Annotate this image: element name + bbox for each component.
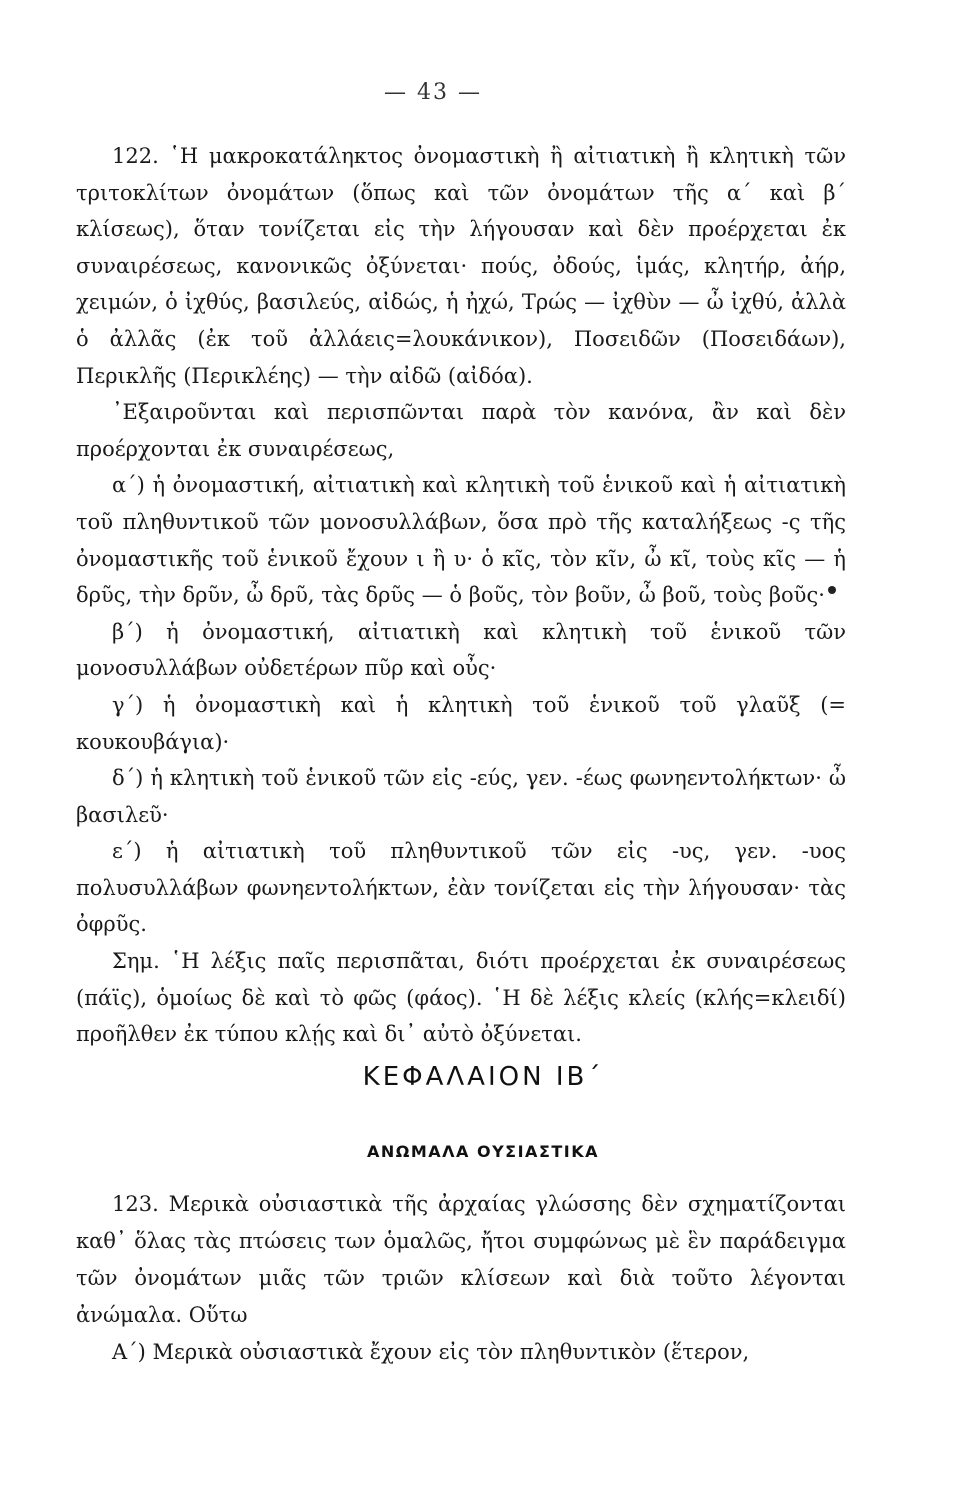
paragraph-122: 122. ῾Η μακροκατάληκτος ὀνομαστικὴ ἢ αἰτιατικὴ ἢ κλητικὴ τῶν τριτοκλίτων ὀνομάτων (ὅπως καὶ τῶν ὀνομάτων τῆς α΄ καὶ β΄ κλίσεως), ὅταν τονίζεται εἰς τὴν λήγουσαν καὶ δὲν προέρχεται ἐκ συναιρέσεως, κανονικῶς ὀξύνεται· πούς, ὀδούς, ἱμάς, κλητήρ, ἀήρ, χειμών, ὁ ἰχθύς, βασιλεύς, αἰδώς, ἡ ἠχώ, Τρώς — ἰχθὺν — ὦ ἰχθύ, ἀλλὰ ὁ ἀλλᾶς (ἐκ τοῦ ἀλλάεις=λουκάνικον), Ποσειδῶν (Ποσειδάων), Περικλῆς (Περικλέης) — τὴν αἰδῶ (αἰδόα). [76,144,846,388]
paragraph-exceptions: ᾿Εξαιροῦνται καὶ περισπῶνται παρὰ τὸν κανόνα, ἂν καὶ δὲν προέρχονται ἐκ συναιρέσεως, [76,400,846,461]
paragraph-123-a: Α΄) Μερικὰ οὐσιαστικὰ ἔχουν εἰς τὸν πληθυντικὸν (ἕτερον, [112,1340,750,1364]
paragraph-123: 123. Μερικὰ οὐσιαστικὰ τῆς ἀρχαίας γλώσσης δὲν σχηματίζονται καθ᾿ ὅλας τὰς πτώσεις των ὁμαλῶς, ἤτοι συμφώνως μὲ ἓν παράδειγμα τῶν ὀνομάτων μιᾶς τῶν τριῶν κλίσεων καὶ διὰ τοῦτο λέγονται ἀνώμαλα. Οὕτω [76,1192,846,1327]
ink-dot-mark [828,586,836,594]
paragraph-rule-e: ε΄) ἡ αἰτιατικὴ τοῦ πληθυντικοῦ τῶν εἰς -υς, γεν. -υος πολυσυλλάβων φωνηεντολήκτων, ἐὰν τονίζεται εἰς τὴν λήγουσαν· τὰς ὀφρῦς. [76,839,846,937]
paragraph-rule-d: δ΄) ἡ κλητικὴ τοῦ ἑνικοῦ τῶν εἰς -εύς, γεν. -έως φωνηεντολήκτων· ὦ βασιλεῦ· [76,766,846,827]
section-123-text [76,1186,846,1371]
page-number: — 43 — [384,80,482,105]
paragraph-rule-a: α΄) ἡ ὀνομαστική, αἰτιατικὴ καὶ κλητικὴ τοῦ ἑνικοῦ καὶ ἡ αἰτιατικὴ τοῦ πληθυντικοῦ τῶν μονοσυλλάβων, ὅσα πρὸ τῆς καταλήξεως -ς τῆς ὀνομαστικῆς τοῦ ἑνικοῦ ἔχουν ι ἢ υ· ὁ κῖς, τὸν κῖν, ὦ κῖ, τοὺς κῖς — ἡ δρῦς, τὴν δρῦν, ὦ δρῦ, τὰς δρῦς — ὁ βοῦς, τὸν βοῦν, ὦ βοῦ, τοὺς βοῦς· [76,473,846,608]
paragraph-rule-g: γ΄) ἡ ὀνομαστικὴ καὶ ἡ κλητικὴ τοῦ ἑνικοῦ τοῦ γλαῦξ (= κουκουβάγια)· [76,692,846,754]
paragraph-note: Σημ. ῾Η λέξις παῖς περισπᾶται, διότι προέρχεται ἐκ συναιρέσεως (πάϊς), ὁμοίως δὲ καὶ τὸ φῶς (φάος). ῾Η δὲ λέξις κλείς (κλής=κλειδί) προῆλθεν ἐκ τύπου κλῄς καὶ δι᾿ αὐτὸ ὀξύνεται. [76,949,846,1047]
paragraph-rule-b: β΄) ἡ ὀνομαστική, αἰτιατικὴ καὶ κλητικὴ τοῦ ἑνικοῦ τῶν μονοσυλλάβων οὐδετέρων πῦρ καὶ οὖς· [76,619,846,681]
chapter-subtitle: ΑΝΩΜΑΛΑ ΟΥΣΙΑΣΤΙΚΑ [366,1142,600,1161]
chapter-title: ΚΕΦΑΛΑΙΟΝ ΙΒ΄ [362,1062,604,1092]
section-122-text [76,138,846,1053]
